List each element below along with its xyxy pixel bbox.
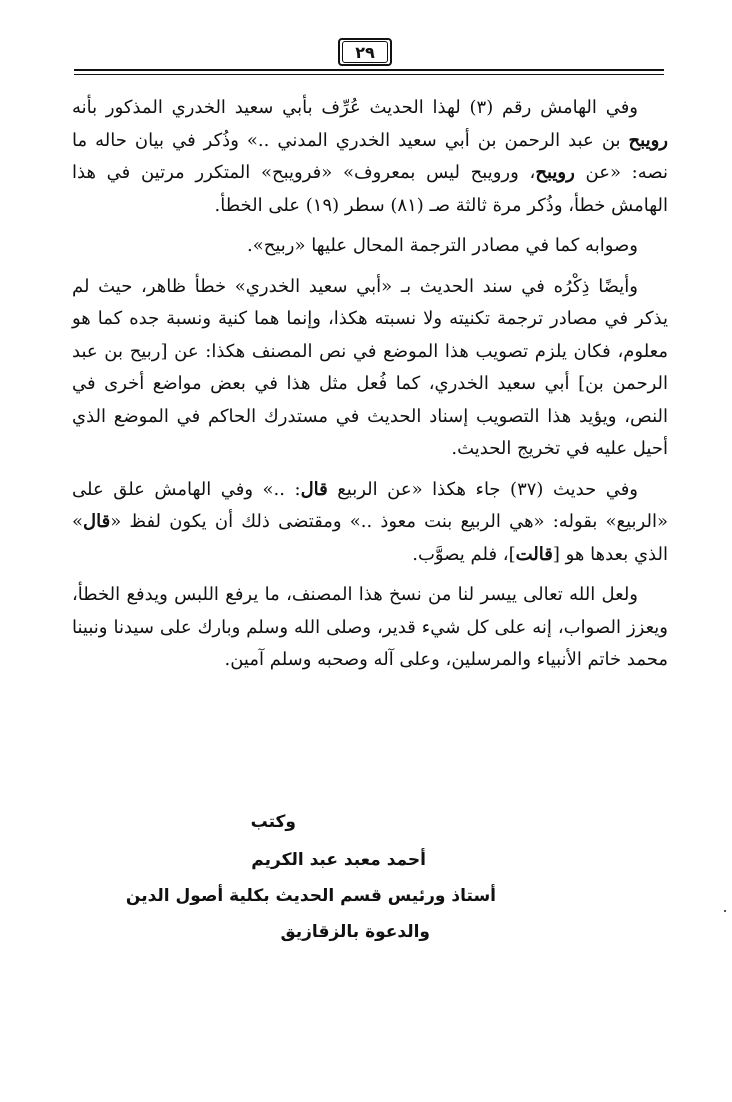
scan-speck bbox=[724, 910, 726, 912]
signature-name: أحمد معبد عبد الكريم bbox=[251, 850, 426, 870]
paragraph-segment: » الذي بعدها هو [ bbox=[72, 511, 668, 565]
paragraph-segment: بن عبد الرحمن بن أبي سعيد الخدري المدني ..» وذُكر في بيان حاله ما نصه: «عن bbox=[72, 129, 669, 183]
paragraph-segment: وفي حديث (٣٧) جاء هكذا «عن الربيع bbox=[327, 478, 638, 500]
paragraph-segment: ، ورويبح ليس بمعروف» «فرويبح» المتكرر مرتين في هذا الهامش خطأ، وذُكر مرة ثالثة صـ (٨١) سطر (١٩) على الخطأ. bbox=[72, 162, 668, 216]
paragraph-segment: وأيضًا ذِكْرُه في سند الحديث بـ «أبي سعيد الخدري» خطأ ظاهر، حيث لم يذكر في مصادر ترجمة تكنيته ولا نسبته هكذا، وإنما هما كنية ونسبة جده كما هو معلوم، فكان يلزم تصويب هذا الموضع في نص المصنف هكذا: عن [ربيح بن عبد الرحمن بن] أبي سعيد الخدري، كما فُعل مثل هذا في بعض مواضع أخرى في النص، ويؤيد هذا التصويب إسناد الحديث في مستدرك الحاكم في الموضع الذي أحيل عليه في تخريج الحديث. bbox=[72, 275, 668, 459]
paragraph-segment: ولعل الله تعالى ييسر لنا من نسخ هذا المصنف، ما يرفع اللبس ويدفع الخطأ، ويعزز الصواب، إنه على كل شيء قدير، وصلى الله وسلم وبارك على سيدنا ونبينا محمد خاتم الأنبياء والمرسلين، وعلى آله وصحبه وسلم آمين. bbox=[72, 584, 668, 670]
signature-title: أستاذ ورئيس قسم الحديث بكلية أصول الدين bbox=[125, 886, 496, 906]
header-rule-thin bbox=[74, 74, 664, 75]
signature-place: والدعوة بالزقازيق bbox=[280, 922, 430, 942]
paragraph-segment: رويبح bbox=[628, 129, 668, 151]
paragraph-segment: رويبح bbox=[535, 162, 575, 183]
paragraph-segment: قال bbox=[300, 478, 328, 500]
page-number: ٢٩ bbox=[342, 41, 388, 63]
body-text bbox=[72, 92, 668, 685]
paragraph-p4 bbox=[72, 474, 668, 572]
paragraph-p3 bbox=[72, 271, 668, 466]
paragraph-p2 bbox=[72, 230, 668, 263]
paragraph-segment: قال bbox=[83, 511, 111, 532]
paragraph-segment: قالت bbox=[515, 543, 553, 565]
paragraph-p5 bbox=[72, 579, 668, 677]
paragraph-segment: : ..» وفي الهامش علق على «الربيع» بقوله: «هي الربيع بنت معوذ ..» ومقتضى ذلك أن يكون لفظ « bbox=[72, 478, 668, 532]
paragraph-segment: وصوابه كما في مصادر الترجمة المحال عليها «ربيح». bbox=[246, 235, 638, 256]
paragraph-segment: وفي الهامش رقم (٣) لهذا الحديث عُرِّف بأبي سعيد الخدري المذكور بأنه bbox=[72, 97, 638, 118]
signature-wrote: وكتب bbox=[250, 812, 296, 832]
paragraph-segment: ]، فلم يصوَّب. bbox=[412, 543, 516, 565]
page-number-frame bbox=[338, 38, 392, 66]
header-rule-thick bbox=[74, 69, 664, 71]
paragraph-p1 bbox=[72, 92, 668, 222]
